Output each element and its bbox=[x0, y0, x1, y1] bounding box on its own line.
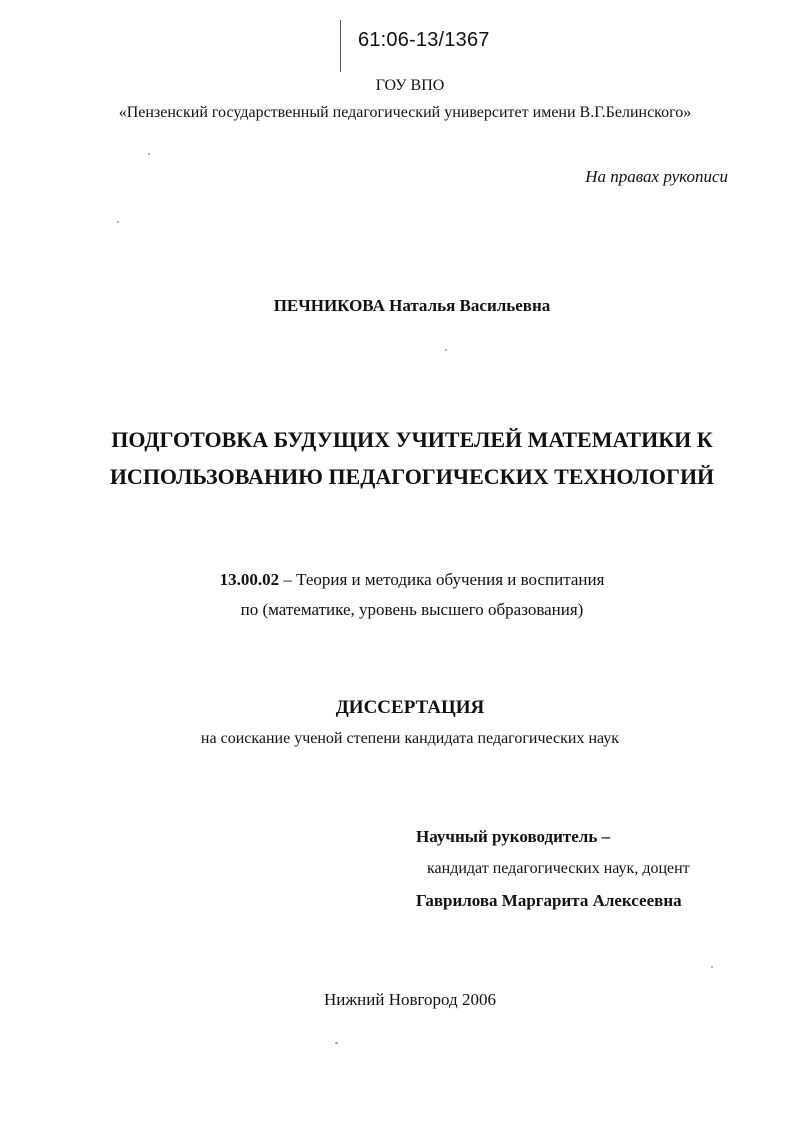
specialty-name: – Теория и методика обучения и воспитания bbox=[279, 570, 605, 589]
specialty-line bbox=[0, 565, 794, 595]
author bbox=[0, 296, 794, 316]
specialty-subject: по (математике, уровень высшего образования) bbox=[240, 600, 584, 619]
place-year: Нижний Новгород 2006 bbox=[324, 990, 496, 1009]
scan-speck bbox=[148, 153, 150, 155]
scan-speck bbox=[711, 966, 713, 968]
rights-note: На правах рукописи bbox=[585, 167, 728, 186]
author-surname: ПЕЧНИКОВА bbox=[273, 296, 385, 315]
supervisor-heading: Научный руководитель – bbox=[416, 827, 611, 846]
title-line-2: ИСПОЛЬЗОВАНИЮ ПЕДАГОГИЧЕСКИХ ТЕХНОЛОГИЙ bbox=[109, 464, 715, 489]
scan-speck bbox=[445, 349, 447, 351]
degree-line: на соискание ученой степени кандидата педагогических наук bbox=[200, 730, 620, 747]
archive-code: 61:06-13/1367 bbox=[358, 29, 490, 51]
specialty bbox=[0, 565, 794, 625]
supervisor-rank: кандидат педагогических наук, доцент bbox=[427, 860, 690, 877]
title-line-1: ПОДГОТОВКА БУДУЩИХ УЧИТЕЛЕЙ МАТЕМАТИКИ К bbox=[111, 427, 713, 452]
author-given-names: Наталья Васильевна bbox=[389, 296, 551, 315]
archive-stamp-line bbox=[340, 20, 341, 72]
organization-full: «Пензенский государственный педагогический университет имени В.Г.Белинского» bbox=[118, 104, 692, 121]
document-type: ДИССЕРТАЦИЯ bbox=[335, 697, 485, 718]
scan-speck bbox=[117, 221, 119, 223]
scan-speck bbox=[335, 1042, 338, 1044]
organization-short: ГОУ ВПО bbox=[375, 77, 445, 94]
dissertation-title bbox=[0, 421, 794, 495]
supervisor-name: Гаврилова Маргарита Алексеевна bbox=[416, 891, 682, 910]
specialty-code: 13.00.02 bbox=[219, 570, 280, 589]
